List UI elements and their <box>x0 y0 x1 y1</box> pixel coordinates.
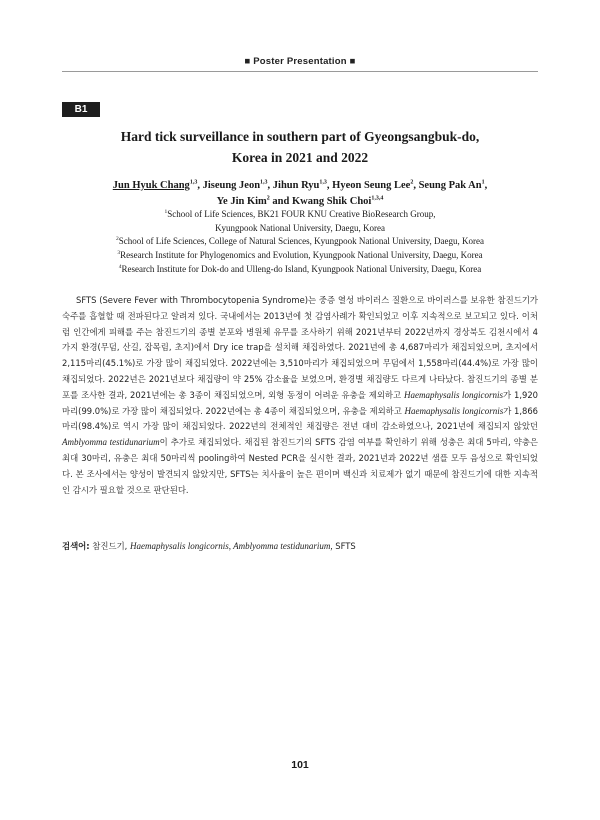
author-affil-marker: 1 <box>481 179 485 186</box>
author-affil-marker: 1,3,4 <box>371 195 384 202</box>
author-line-1: Jun Hyuk Chang$^{1,3}$, Jiseung Jeon$^{1,3}$, Jihun Ryu$^{1,3}$, Hyeon Seung Lee$^2$, Seung Pak An$^1$, <box>112 179 488 191</box>
author-affil-marker: 1,3 <box>319 179 327 186</box>
title-line-1: Hard tick surveillance in southern part of Gyeongsangbuk-do, <box>120 129 480 144</box>
abstract-paragraph: SFTS (Severe Fever with Thrombocytopenia Syndrome)는 중증 열성 바이러스 질환으로 바이러스를 보유한 참진드기가 숙주를 흡혈할 때 전파된다고 알려져 있다. 국내에서는 2013년에 첫 감염사례가 확인되었고 이후 지속적으로 보고되고 있다. 이처럼 인간에게 피해를 주는 참진드기의 종별 분포와 병원체 유무를 조사하기 위해 2021년부터 2022년까지 경상북도 김천시에서 4가지 환경(무덤, 산길, 잡목림, 초지)에서 Dry ice trap을 설치해 채집하였다. 2021년에 총 4,687마리가 채집되었으며, 초지에서 2,115마리(45.1%)로 가장 많이 채집되었다. 2022년에는 3,510마리가 채집되었으며 무덤에서 1,558마리(44.4%)로 가장 많이 채집되었다. 2022년은 2021년보다 채집량이 약 25% 감소율을 보였으며, 환경별 채집량도 다르게 나타났다. 참진드기의 종별 분포를 조사한 결과, 2021년에는 총 3종이 채집되었으며, 외형 동정이 어려운 유충을 제외하고 Haemaphysalis longicornis가 1,920마리(99.0%)로 가장 많이 채집되었다. 2022년에는 총 4종이 채집되었으며, 유충을 제외하고 Haemaphysalis longicornis가 1,866마리(98.4%)로 역시 가장 많이 채집되었다. 2022년의 전체적인 채집량은 전년 대비 감소하였으나, 2021년에 채집되지 않았던 Amblyomma testidunarium이 추가로 채집되었다. 채집된 참진드기의 SFTS 감염 여부를 확인하기 위해 성충은 최대 5마리, 약충은 최대 30마리, 유충은 최대 50마리씩 pooling하여 Nested PCR을 실시한 결과, 2021년과 2022년 샘플 모두 음성으로 확인되었다. 본 조사에서는 양성이 발견되지 않았지만, SFTS는 치사율이 높은 편이며 백신과 치료제가 없기 때문에 참진드기에 대한 지속적인 감시가 필요할 것으로 판단된다. <box>62 295 539 495</box>
author-line-2: Ye Jin Kim$^2$ and Kwang Shik Choi$^{1,3,4}$ <box>216 195 384 207</box>
author-affil-marker: 2 <box>410 179 414 186</box>
species-name: Haemaphysalis longicornis <box>404 405 504 416</box>
author-name: Jihun Ryu <box>272 180 320 191</box>
author-affil-marker: 1,3 <box>189 179 198 186</box>
title-line-2: Korea in 2021 and 2022 <box>231 150 369 165</box>
author-name-presenter: Jun Hyuk Chang <box>112 180 190 191</box>
species-name: Amblyomma testidunarium <box>62 437 160 448</box>
affiliation-line: $^4$Research Institute for Dok-do and Ulleng-do Island, Kyungpook National University, Daegu, Korea <box>118 263 482 274</box>
author-name: Hyeon Seung Lee <box>332 180 411 191</box>
section-header: ■ Poster Presentation ■ <box>244 56 356 67</box>
keywords <box>62 539 538 553</box>
page-number: 101 <box>291 759 309 771</box>
keyword-species: Haemaphysalis longicornis, Amblyomma testidunarium, <box>130 541 333 551</box>
affiliation-list <box>62 208 538 277</box>
affiliation-line: $^1$School of Life Sciences, BK21 FOUR KNU Creative BioResearch Group, <box>164 209 436 219</box>
poster-id-badge: B1 <box>62 102 100 117</box>
keyword: SFTS <box>335 541 356 551</box>
header-divider <box>62 71 538 72</box>
keyword: 참진드기, <box>92 541 128 551</box>
author-affil-marker: 2 <box>266 195 270 202</box>
author-name: Ye Jin Kim <box>216 196 267 207</box>
author-list <box>62 178 538 210</box>
affiliation-line: $^3$Research Institute for Phylogenomics and Evolution, Kyungpook National University, Daegu, Korea <box>117 250 483 261</box>
species-name: Haemaphysalis longicornis <box>404 389 504 400</box>
affiliation-line: Kyungpook National University, Daegu, Korea <box>215 222 385 233</box>
author-name: Seung Pak An <box>418 180 482 191</box>
keywords-label: 검색어: <box>62 541 90 551</box>
author-affil-marker: 1,3 <box>260 179 268 186</box>
paper-title <box>62 126 538 168</box>
author-name: Kwang Shik Choi <box>291 196 372 207</box>
affiliation-line: $^2$School of Life Sciences, College of Natural Sciences, Kyungpook National University, Daegu, Korea <box>115 236 485 247</box>
author-name: Jiseung Jeon <box>202 180 261 191</box>
